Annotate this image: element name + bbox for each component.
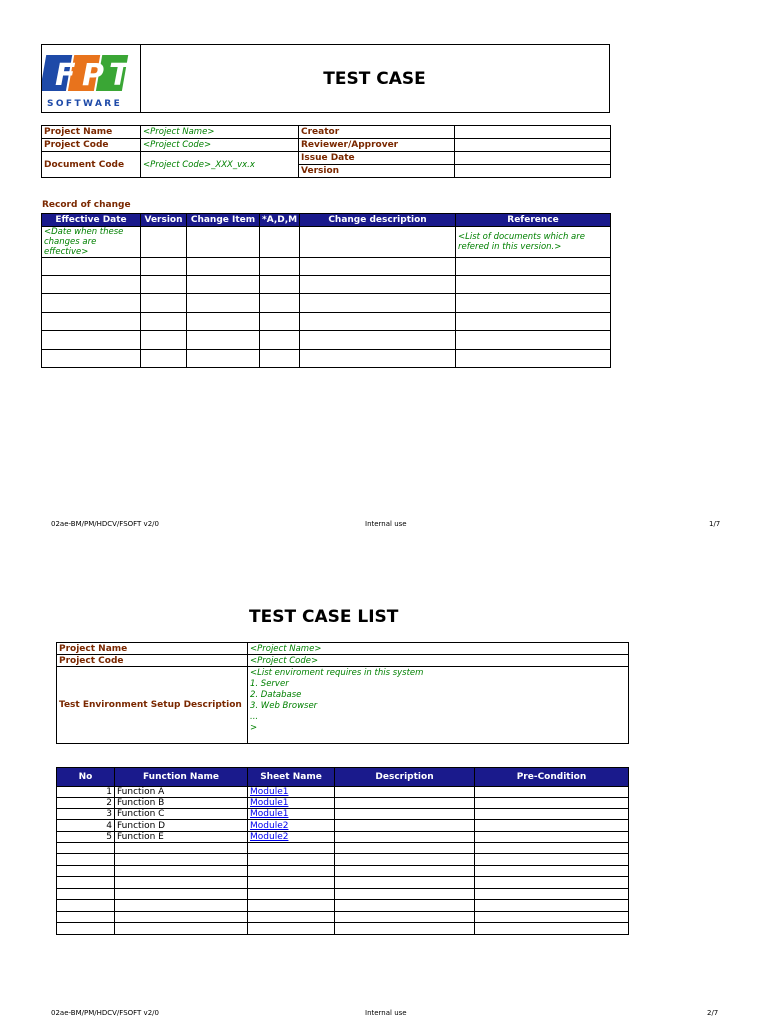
footer-code: 02ae-BM/PM/HDCV/FSOFT v2/0	[51, 1009, 159, 1017]
table-cell[interactable]	[300, 294, 456, 313]
row-sheet-link[interactable]: Module1	[248, 787, 335, 798]
table-row	[42, 276, 611, 294]
col-description: Description	[335, 768, 475, 787]
env-line: 3. Web Browser	[250, 701, 318, 711]
table-cell[interactable]	[42, 313, 141, 331]
table-cell[interactable]	[187, 276, 260, 294]
reviewer-value[interactable]	[455, 139, 611, 152]
footer-code: 02ae-BM/PM/HDCV/FSOFT v2/0	[51, 520, 159, 528]
row-sheet-link[interactable]: Module2	[248, 820, 335, 832]
table-row	[42, 350, 611, 368]
table-cell[interactable]	[42, 350, 141, 368]
table-cell[interactable]	[456, 258, 611, 276]
table-cell[interactable]	[42, 331, 141, 350]
table-cell[interactable]	[475, 866, 629, 877]
version-label: Version	[299, 165, 455, 178]
table-cell[interactable]	[115, 900, 248, 912]
row-no: 5	[57, 832, 115, 843]
table-cell[interactable]	[141, 276, 187, 294]
table-row	[57, 843, 629, 854]
table-cell[interactable]	[456, 350, 611, 368]
table-cell[interactable]	[248, 923, 335, 935]
table-cell[interactable]	[475, 877, 629, 889]
record-of-change-table	[41, 213, 611, 368]
table-row	[42, 294, 611, 313]
list-info-table	[56, 642, 629, 744]
table-cell[interactable]	[187, 294, 260, 313]
table-row	[42, 227, 611, 258]
table-cell[interactable]	[57, 889, 115, 900]
table-cell[interactable]	[300, 313, 456, 331]
page-title: TEST CASE	[323, 69, 426, 89]
table-row	[42, 331, 611, 350]
footer-internal-use: Internal use	[365, 1009, 407, 1017]
footer-internal-use: Internal use	[365, 520, 407, 528]
table-row	[57, 877, 629, 889]
row-function-name[interactable]: Function C	[115, 809, 248, 820]
document-code-value[interactable]: <Project Code>_XXX_vx.x	[141, 152, 299, 178]
col-function-name: Function Name	[115, 768, 248, 787]
table-cell[interactable]	[57, 843, 115, 854]
table-cell[interactable]	[335, 900, 475, 912]
col-reference: Reference	[456, 214, 611, 227]
row-no: 3	[57, 809, 115, 820]
change-item-cell[interactable]	[187, 227, 260, 258]
env-setup-value[interactable]	[248, 667, 629, 744]
table-cell[interactable]	[141, 313, 187, 331]
table-cell[interactable]	[335, 877, 475, 889]
row-pre-condition[interactable]	[475, 820, 629, 832]
table-cell[interactable]	[300, 258, 456, 276]
row-sheet-link[interactable]: Module1	[248, 798, 335, 809]
table-row	[57, 809, 629, 820]
footer-page-number: 2/7	[707, 1009, 719, 1017]
svg-text:P: P	[82, 58, 104, 93]
test-case-list-table	[56, 767, 629, 935]
row-function-name[interactable]: Function B	[115, 798, 248, 809]
table-cell[interactable]	[260, 331, 300, 350]
table-row	[57, 787, 629, 798]
table-cell[interactable]	[248, 854, 335, 866]
table-cell[interactable]	[115, 923, 248, 935]
change-description-cell[interactable]	[300, 227, 456, 258]
table-cell[interactable]	[248, 912, 335, 923]
table-cell[interactable]	[335, 866, 475, 877]
row-no: 1	[57, 787, 115, 798]
row-sheet-link[interactable]: Module2	[248, 832, 335, 843]
row-function-name[interactable]: Function E	[115, 832, 248, 843]
header-box	[41, 44, 610, 113]
record-of-change-title: Record of change	[42, 200, 131, 210]
table-cell[interactable]	[57, 866, 115, 877]
table-cell[interactable]	[300, 276, 456, 294]
table-cell[interactable]	[115, 843, 248, 854]
table-cell[interactable]	[260, 350, 300, 368]
table-cell[interactable]	[248, 843, 335, 854]
table-cell[interactable]	[456, 331, 611, 350]
table-cell[interactable]	[475, 889, 629, 900]
table-row	[57, 798, 629, 809]
table-cell[interactable]	[42, 294, 141, 313]
table-row	[42, 313, 611, 331]
env-line: ...	[250, 712, 259, 722]
row-no: 2	[57, 798, 115, 809]
row-description[interactable]	[335, 832, 475, 843]
row-pre-condition[interactable]	[475, 809, 629, 820]
row-no: 4	[57, 820, 115, 832]
row-pre-condition[interactable]	[475, 832, 629, 843]
col-no: No	[57, 768, 115, 787]
col-effective-date: Effective Date	[42, 214, 141, 227]
version-value[interactable]	[455, 165, 611, 178]
table-cell[interactable]	[57, 854, 115, 866]
table-row	[57, 866, 629, 877]
row-function-name[interactable]: Function A	[115, 787, 248, 798]
table-cell[interactable]	[248, 889, 335, 900]
effective-date-cell[interactable]: <Date when these changes are effective>	[42, 227, 141, 258]
table-cell[interactable]	[57, 900, 115, 912]
list-project-name-value[interactable]: <Project Name>	[248, 643, 629, 655]
table-cell[interactable]	[115, 877, 248, 889]
col-pre-condition: Pre-Condition	[475, 768, 629, 787]
svg-text:SOFTWARE: SOFTWARE	[47, 99, 123, 109]
row-function-name[interactable]: Function D	[115, 820, 248, 832]
table-cell[interactable]	[248, 900, 335, 912]
adm-cell[interactable]	[260, 227, 300, 258]
table-cell[interactable]	[456, 276, 611, 294]
table-row	[57, 912, 629, 923]
list-project-name-label: Project Name	[57, 643, 248, 655]
table-row	[57, 900, 629, 912]
table-row	[57, 832, 629, 843]
project-name-label: Project Name	[42, 126, 141, 139]
table-cell[interactable]	[300, 350, 456, 368]
env-setup-label: Test Environment Setup Description	[57, 667, 248, 744]
table-row	[57, 889, 629, 900]
table-cell[interactable]	[115, 912, 248, 923]
table-cell[interactable]	[335, 889, 475, 900]
footer-page-number: 1/7	[709, 520, 721, 528]
table-cell[interactable]	[300, 331, 456, 350]
table-row	[42, 258, 611, 276]
table-cell[interactable]	[456, 294, 611, 313]
table-cell[interactable]	[335, 843, 475, 854]
col-adm: *A,D,M	[260, 214, 300, 227]
logo-cell	[42, 45, 141, 112]
table-cell[interactable]	[187, 258, 260, 276]
table-cell[interactable]	[335, 912, 475, 923]
table-row	[57, 854, 629, 866]
env-line: >	[250, 723, 258, 733]
creator-label: Creator	[299, 126, 455, 139]
test-case-list-title: TEST CASE LIST	[249, 607, 399, 627]
table-cell[interactable]	[335, 854, 475, 866]
fpt-logo-icon	[42, 45, 140, 112]
col-change-item: Change Item	[187, 214, 260, 227]
project-info-table	[41, 125, 611, 178]
creator-value[interactable]	[455, 126, 611, 139]
table-cell[interactable]	[115, 854, 248, 866]
table-cell[interactable]	[57, 923, 115, 935]
reviewer-label: Reviewer/Approver	[299, 139, 455, 152]
table-cell[interactable]	[141, 331, 187, 350]
table-cell[interactable]	[115, 889, 248, 900]
row-description[interactable]	[335, 798, 475, 809]
table-cell[interactable]	[141, 294, 187, 313]
svg-text:T: T	[109, 58, 130, 93]
col-change-description: Change description	[300, 214, 456, 227]
env-line: 2. Database	[250, 690, 302, 700]
row-description[interactable]	[335, 820, 475, 832]
table-cell[interactable]	[42, 258, 141, 276]
table-cell[interactable]	[456, 313, 611, 331]
list-project-code-label: Project Code	[57, 655, 248, 667]
table-cell[interactable]	[260, 258, 300, 276]
table-cell[interactable]	[335, 923, 475, 935]
table-cell[interactable]	[57, 877, 115, 889]
table-cell[interactable]	[475, 912, 629, 923]
issue-date-value[interactable]	[455, 152, 611, 165]
row-pre-condition[interactable]	[475, 798, 629, 809]
svg-text:F: F	[55, 58, 76, 93]
document-code-label: Document Code	[42, 152, 141, 178]
env-line: <List enviroment requires in this system	[250, 668, 424, 678]
table-cell[interactable]	[475, 843, 629, 854]
table-cell[interactable]	[475, 900, 629, 912]
reference-cell[interactable]: <List of documents which are refered in this version.>	[456, 227, 611, 258]
table-cell[interactable]	[248, 866, 335, 877]
table-row	[57, 923, 629, 935]
table-cell[interactable]	[141, 350, 187, 368]
table-cell[interactable]	[141, 258, 187, 276]
table-cell[interactable]	[187, 313, 260, 331]
table-cell[interactable]	[260, 294, 300, 313]
project-code-value[interactable]: <Project Code>	[141, 139, 299, 152]
table-cell[interactable]	[260, 313, 300, 331]
col-sheet-name: Sheet Name	[248, 768, 335, 787]
project-code-label: Project Code	[42, 139, 141, 152]
row-description[interactable]	[335, 787, 475, 798]
col-version: Version	[141, 214, 187, 227]
table-cell[interactable]	[57, 912, 115, 923]
table-row	[57, 820, 629, 832]
table-cell[interactable]	[475, 854, 629, 866]
table-cell[interactable]	[42, 276, 141, 294]
table-cell[interactable]	[475, 923, 629, 935]
table-cell[interactable]	[248, 877, 335, 889]
table-cell[interactable]	[187, 350, 260, 368]
table-cell[interactable]	[115, 866, 248, 877]
row-sheet-link[interactable]: Module1	[248, 809, 335, 820]
env-line: 1. Server	[250, 679, 289, 689]
row-description[interactable]	[335, 809, 475, 820]
table-cell[interactable]	[260, 276, 300, 294]
list-project-code-value[interactable]: <Project Code>	[248, 655, 629, 667]
version-cell[interactable]	[141, 227, 187, 258]
table-cell[interactable]	[187, 331, 260, 350]
project-name-value[interactable]: <Project Name>	[141, 126, 299, 139]
issue-date-label: Issue Date	[299, 152, 455, 165]
row-pre-condition[interactable]	[475, 787, 629, 798]
